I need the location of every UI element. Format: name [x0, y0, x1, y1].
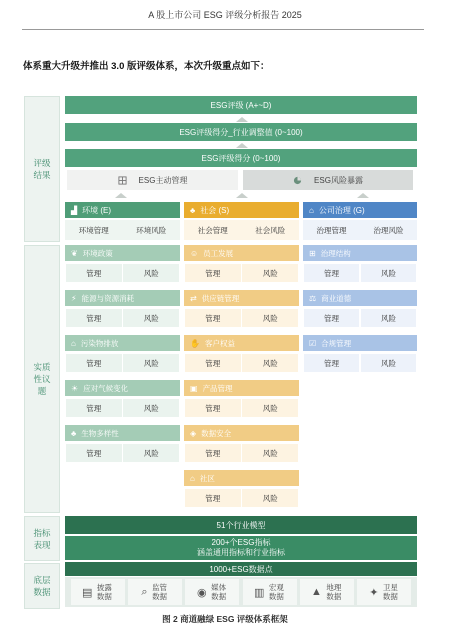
side-label-result: 评级结果: [24, 96, 60, 242]
issue-header-gov-0: [303, 245, 417, 261]
up-arrow-icon: [115, 193, 127, 198]
management-label: 管理: [66, 309, 122, 327]
issue-title: 供应链管理: [201, 293, 240, 303]
risk-exposure-box: ESG风险暴露: [243, 170, 413, 190]
issue-breakdown-row: [65, 308, 180, 328]
pillar-soc-breakdown: [184, 220, 299, 240]
risk-label: 风险: [242, 489, 298, 507]
management-label: 管理: [185, 444, 241, 462]
people-icon: ☺: [190, 248, 199, 258]
env-risk-label: 环境风险: [136, 225, 167, 235]
management-label: 管理: [66, 399, 122, 417]
data-source-regulatory: ⌕ 监管数据: [128, 579, 182, 605]
handshake-icon: ✋: [190, 338, 200, 348]
risk-label: 风险: [242, 309, 298, 327]
issue-breakdown-row: [184, 488, 299, 508]
soc-risk-label: 社会风险: [255, 225, 286, 235]
issue-title: 生物多样性: [81, 428, 119, 438]
esg-score-adjusted-bar: ESG评级得分_行业调整值 (0~100): [65, 123, 417, 141]
up-arrow-icon: [357, 193, 369, 198]
risk-label: 风险: [361, 354, 417, 372]
issue-header-soc-4: [184, 425, 299, 441]
gov-mgmt-label: 治理管理: [316, 225, 347, 235]
issue-breakdown-row: [303, 308, 417, 328]
issue-title: 产品管理: [202, 383, 233, 393]
issue-header-env-2: [65, 335, 180, 351]
issue-title: 环境政策: [82, 248, 113, 258]
management-label: 管理: [185, 489, 241, 507]
risk-label: 风险: [242, 264, 298, 282]
pillar-env-breakdown: [65, 220, 180, 240]
issue-title: 治理结构: [320, 248, 351, 258]
issue-breakdown-row: [65, 353, 180, 373]
data-sources-row: [65, 577, 417, 607]
factory-icon: ⌂: [71, 338, 76, 348]
leaf-icon: ❦: [71, 248, 78, 258]
management-label: 管理: [66, 444, 122, 462]
issue-title: 员工发展: [203, 248, 234, 258]
pillar-env-header: ▟ 环境 (E): [65, 202, 180, 218]
community-icon: ⌂: [190, 473, 195, 483]
side-label-data: 底层数据: [24, 563, 60, 609]
checklist-icon: ☑: [309, 338, 317, 348]
env-mgmt-label: 环境管理: [78, 225, 109, 235]
tree-icon: ♣: [71, 428, 77, 438]
side-label-issues: 实质性议题: [24, 245, 60, 513]
esg-rating-bar: ESG评级 (A+~D): [65, 96, 417, 114]
industry-models-bar: 51个行业模型: [65, 516, 417, 534]
risk-label: 风险: [242, 399, 298, 417]
risk-label: 风险: [242, 354, 298, 372]
issue-breakdown-row: [65, 443, 180, 463]
issue-header-gov-1: [303, 290, 417, 306]
issue-title: 客户权益: [204, 338, 235, 348]
data-source-geo: ▲ 地理数据: [300, 579, 354, 605]
mountain-icon: ▲: [311, 586, 322, 598]
risk-label: 风险: [361, 309, 417, 327]
people-icon: ♣: [190, 205, 196, 215]
issue-header-soc-5: [184, 470, 299, 486]
issue-title: 数据安全: [201, 428, 232, 438]
data-source-macro: ▥ 宏观数据: [243, 579, 297, 605]
management-label: 管理: [304, 354, 360, 372]
issue-breakdown-row: [65, 398, 180, 418]
issue-header-env-4: [65, 425, 180, 441]
management-label: 管理: [185, 399, 241, 417]
up-arrow-icon: [236, 117, 248, 122]
data-source-media: ◉ 媒体数据: [185, 579, 239, 605]
gov-risk-label: 治理风险: [373, 225, 404, 235]
management-label: 管理: [185, 264, 241, 282]
issue-header-soc-2: [184, 335, 299, 351]
up-arrow-icon: [236, 193, 248, 198]
issue-title: 商业道德: [321, 293, 352, 303]
satellite-icon: ✦: [369, 586, 379, 599]
issue-breakdown-row: [184, 263, 299, 283]
issue-breakdown-row: [65, 263, 180, 283]
issue-header-env-0: [65, 245, 180, 261]
document-icon: ▤: [81, 586, 93, 599]
issue-title: 应对气候变化: [83, 383, 129, 393]
intro-text: 体系重大升级并推出 3.0 版评级体系，本次升级重点如下：: [23, 61, 270, 72]
risk-label: 风险: [123, 309, 179, 327]
up-arrow-icon: [236, 143, 248, 148]
org-icon: ⊞: [309, 248, 316, 258]
issue-header-env-1: [65, 290, 180, 306]
truck-icon: ⇄: [190, 293, 197, 303]
data-source-satellite: ✦ 卫星数据: [357, 579, 411, 605]
bar-chart-icon: ▥: [253, 586, 265, 599]
lightning-icon: ⚡: [71, 293, 77, 303]
issue-breakdown-row: [184, 443, 299, 463]
management-label: 管理: [304, 264, 360, 282]
issue-breakdown-row: [184, 308, 299, 328]
management-label: 管理: [185, 309, 241, 327]
box-icon: ▣: [190, 383, 198, 393]
risk-label: 风险: [123, 399, 179, 417]
building-icon: ⌂: [309, 205, 314, 215]
issue-title: 污染物排放: [80, 338, 119, 348]
soc-mgmt-label: 社会管理: [197, 225, 228, 235]
pie-chart-icon: [293, 176, 302, 185]
esg-score-bar: ESG评级得分 (0~100): [65, 149, 417, 167]
side-label-indicators: 指标表现: [24, 516, 60, 561]
pillar-gov-header: ⌂ 公司治理 (G): [303, 202, 417, 218]
issue-breakdown-row: [184, 398, 299, 418]
active-management-box: ESG主动管理: [67, 170, 238, 190]
risk-label: 风险: [361, 264, 417, 282]
issue-breakdown-row: [184, 353, 299, 373]
issue-header-soc-3: [184, 380, 299, 396]
issue-breakdown-row: [303, 263, 417, 283]
esg-indicators-bar: 200+个ESG指标 涵盖通用指标和行业指标: [65, 536, 417, 560]
magnifier-icon: ⌕: [141, 585, 148, 598]
pillar-soc-header: ♣ 社会 (S): [184, 202, 299, 218]
issue-title: 合规管理: [321, 338, 352, 348]
risk-label: 风险: [242, 444, 298, 462]
shield-icon: ◈: [190, 428, 197, 438]
management-exposure-row: [65, 170, 417, 190]
risk-label: 风险: [123, 444, 179, 462]
data-source-disclosure: ▤ 披露数据: [71, 579, 125, 605]
figure-caption: 图 2 商道融绿 ESG 评级体系框架: [162, 614, 288, 624]
issue-header-soc-1: [184, 290, 299, 306]
scale-icon: ⚖: [309, 293, 317, 303]
risk-label: 风险: [123, 264, 179, 282]
management-label: 管理: [304, 309, 360, 327]
management-label: 管理: [66, 354, 122, 372]
issue-header-soc-0: [184, 245, 299, 261]
management-label: 管理: [185, 354, 241, 372]
data-points-bar: 1000+ESG数据点: [65, 562, 417, 576]
chart-icon: ▟: [71, 205, 78, 215]
eye-icon: ◉: [197, 586, 207, 599]
pillar-gov-breakdown: [303, 220, 417, 240]
page-header: A 股上市公司 ESG 评级分析报告 2025: [148, 10, 302, 20]
issue-breakdown-row: [303, 353, 417, 373]
issue-header-gov-2: [303, 335, 417, 351]
thermometer-icon: ☀: [71, 383, 79, 393]
header-divider: [22, 29, 424, 30]
management-label: 管理: [66, 264, 122, 282]
issue-title: 能源与资源消耗: [81, 293, 135, 303]
risk-label: 风险: [123, 354, 179, 372]
issue-header-env-3: [65, 380, 180, 396]
issue-title: 社区: [199, 473, 215, 483]
grid-icon: [118, 176, 127, 185]
